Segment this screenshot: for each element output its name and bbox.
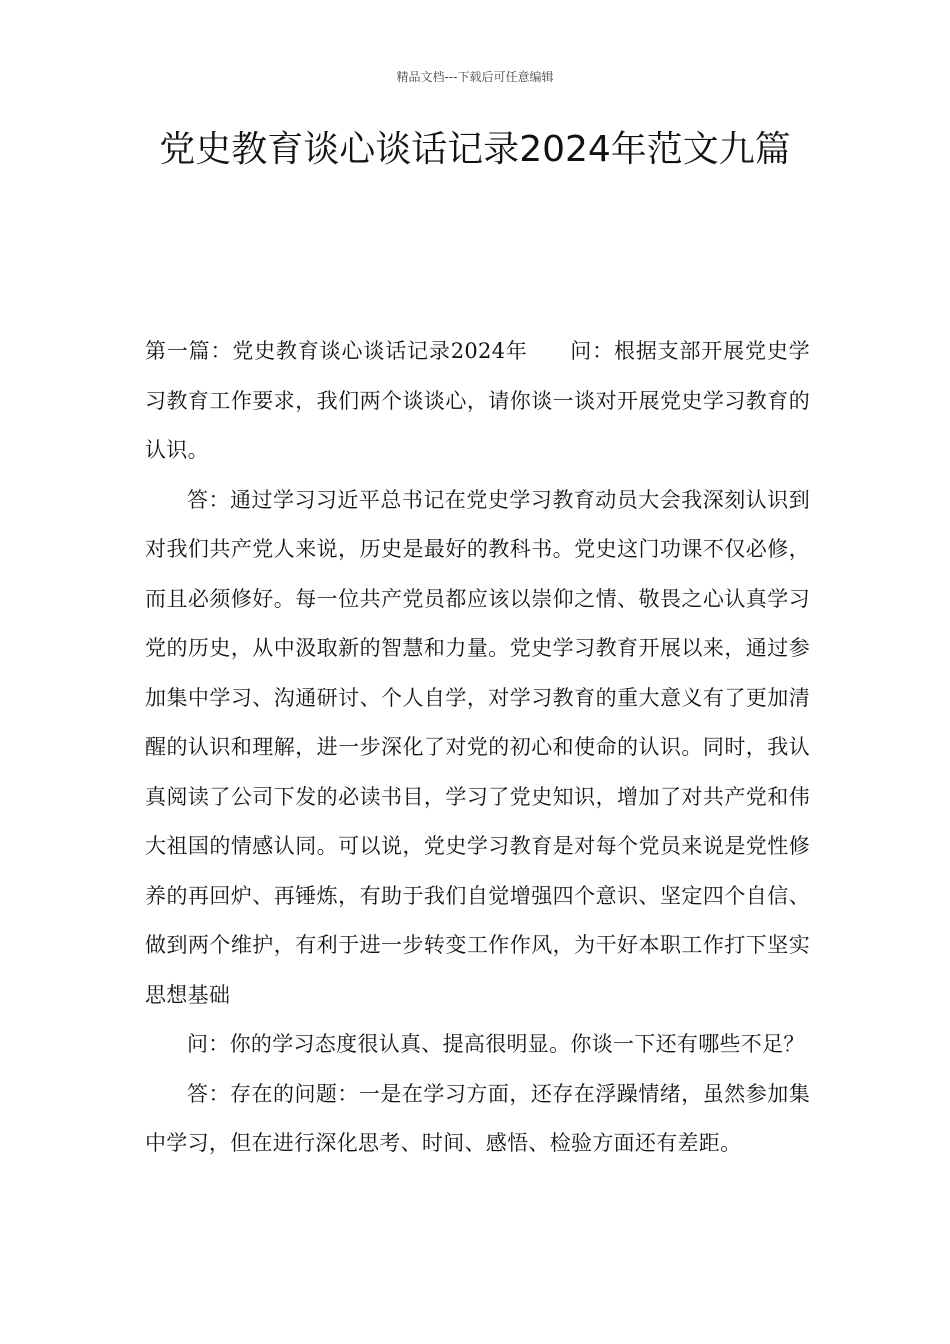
question-1: 问：根据支部开展党史学习教育工作要求，我们两个谈谈心，请你谈一谈对开展党史学习教育的认识。 [145, 339, 810, 462]
document-body [145, 327, 810, 1169]
header-note: 精品文档---下载后可任意编辑 [396, 70, 554, 84]
question-2: 问：你的学习态度很认真、提高很明显。你谈一下还有哪些不足？ [187, 1032, 805, 1056]
section-heading: 第一篇：党史教育谈心谈话记录2024年 [145, 339, 528, 363]
paragraph-first [145, 327, 810, 476]
answer-1: 答：通过学习习近平总书记在党史学习教育动员大会我深刻认识到对我们共产党人来说，历史是最好的教科书。党史这门功课不仅必修，而且必须修好。每一位共产党员都应该以崇仰之情、敬畏之心认真学习党的历史，从中汲取新的智慧和力量。党史学习教育开展以来，通过参加集中学习、沟通研讨、个人自学，对学习教育的重大意义有了更加清醒的认识和理解，进一步深化了对党的初心和使命的认识。同时，我认真阅读了公司下发的必读书目，学习了党史知识，增加了对共产党和伟大祖国的情感认同。可以说，党史学习教育是对每个党员来说是党性修养的再回炉、再锤炼，有助于我们自觉增强四个意识、坚定四个自信、做到两个维护，有利于进一步转变工作作风，为干好本职工作打下坚实思想基础 [145, 487, 810, 1007]
document-title: 党史教育谈心谈话记录2024年范文九篇 [159, 129, 791, 170]
answer-2: 答：存在的问题：一是在学习方面，还存在浮躁情绪，虽然参加集中学习，但在进行深化思考、时间、感悟、检验方面还有差距。 [145, 1081, 810, 1155]
